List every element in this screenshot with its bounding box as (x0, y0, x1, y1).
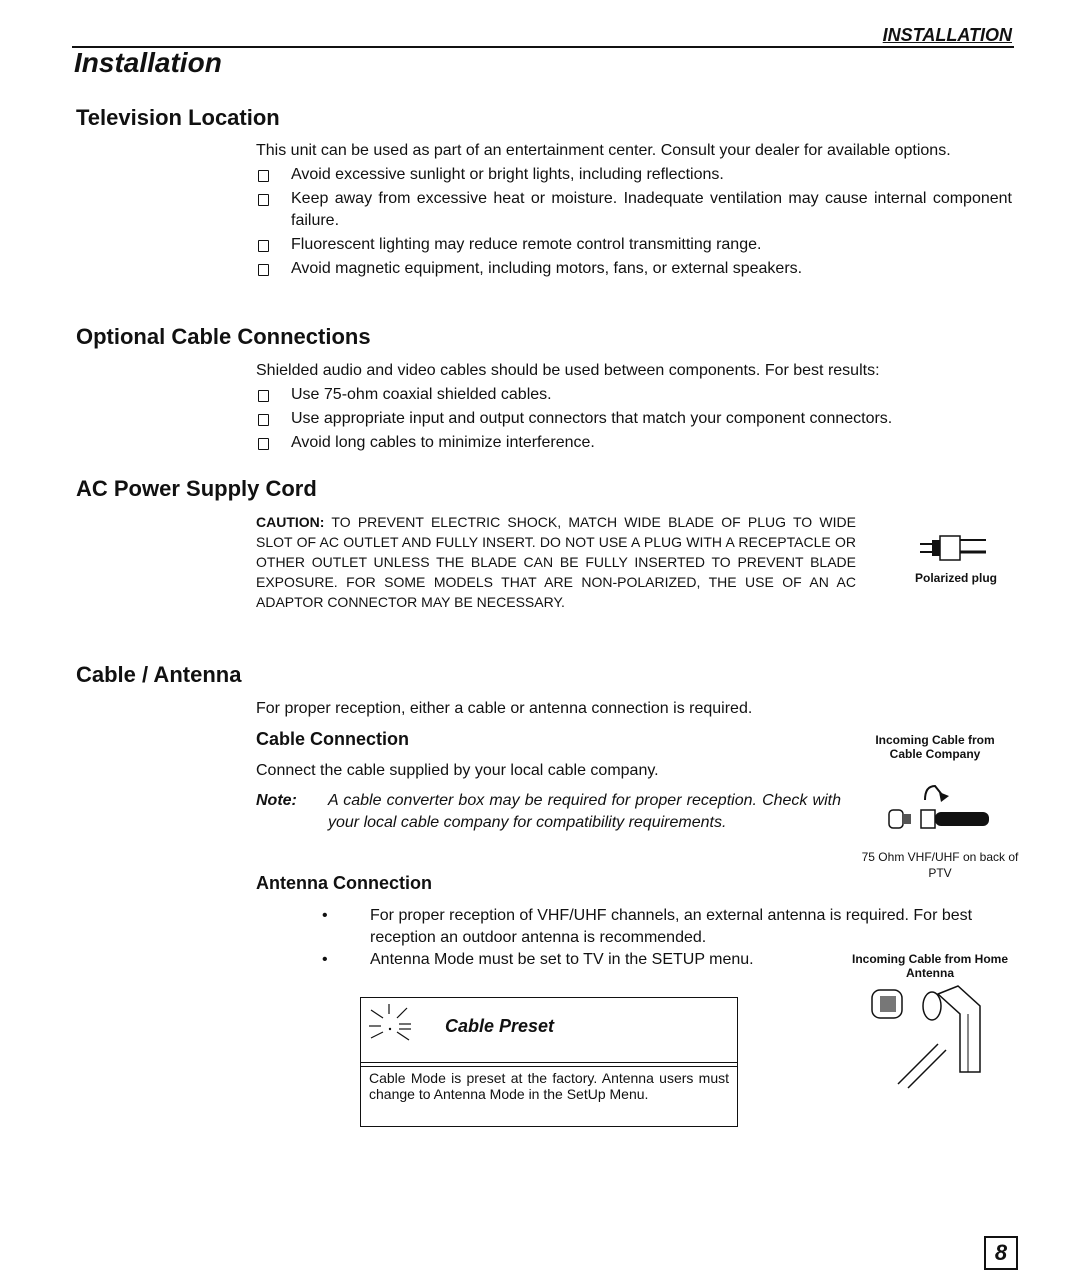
antenna-connection-heading: Antenna Connection (256, 873, 432, 893)
cable-connection-text: Connect the cable supplied by your local cable company. (256, 762, 659, 779)
cable-antenna-intro: For proper reception, either a cable or antenna connection is required. (256, 700, 753, 717)
fig1-caption-bottom: 75 Ohm VHF/UHF on back of PTV (861, 850, 1019, 880)
page-number: 8 (984, 1236, 1018, 1270)
fig2-caption: Incoming Cable from Home Antenna (851, 952, 1009, 980)
cable-connections-body (256, 360, 1012, 456)
checkbox-bullet-icon (258, 170, 269, 182)
checkbox-bullet-icon (258, 414, 269, 426)
heading-cable-connections: Optional Cable Connections (76, 324, 371, 349)
list-item: Avoid magnetic equipment, including motors, fans, or external speakers. (256, 258, 1012, 280)
running-header: INSTALLATION (882, 25, 1012, 45)
checkbox-bullet-icon (258, 438, 269, 450)
list-item: • For proper reception of VHF/UHF channels, an external antenna is required. For best reception an outdoor antenna is recommended. (322, 907, 973, 946)
note: Note: A cable converter box may be required for proper reception. Check with your local cable company for compatibility requirements. (256, 792, 841, 831)
list-item: • Antenna Mode must be set to TV in the SETUP menu. (322, 951, 754, 968)
list-item: Avoid excessive sunlight or bright lights, including reflections. (256, 164, 1012, 186)
cable-preset-box (360, 997, 738, 1127)
list-item: Use appropriate input and output connectors that match your component connectors. (256, 408, 1012, 430)
heading-ac-power: AC Power Supply Cord (76, 476, 317, 501)
antenna-connector-icon (868, 984, 988, 1094)
fig1-caption-top: Incoming Cable from Cable Company (875, 733, 995, 761)
preset-text: Cable Mode is preset at the factory. Antenna users must change to Antenna Mode in the SetUp Menu. (369, 1070, 729, 1102)
checkbox-bullet-icon (258, 194, 269, 206)
checkbox-bullet-icon (258, 264, 269, 276)
polarized-plug-caption: Polarized plug (914, 571, 997, 585)
list-item: Avoid long cables to minimize interference. (256, 432, 1012, 454)
sparkle-icon (367, 1002, 413, 1042)
heading-tv-location: Television Location (76, 105, 280, 130)
coax-connector-icon (885, 782, 995, 832)
list-item: Fluorescent lighting may reduce remote control transmitting range. (256, 234, 1012, 256)
preset-title: Cable Preset (445, 1016, 555, 1036)
preset-divider (361, 1062, 737, 1067)
caution-text: CAUTION: TO PREVENT ELECTRIC SHOCK, MATCH WIDE BLADE OF PLUG TO WIDE SLOT OF AC OUTLET AND FULLY INSERT. DO NOT USE A PLUG WITH A RECEPTACLE OR OTHER OUTLET UNLESS THE BLADE CAN BE FULLY INSERTED TO PREVENT BLADE EXPOSURE. FOR SOME MODELS THAT ARE NON-POLARIZED, THE USE OF AN AC ADAPTOR CONNECTOR MAY BE NECESSARY. (256, 514, 856, 610)
list-item: Keep away from excessive heat or moisture. Inadequate ventilation may cause internal component failure. (256, 188, 1012, 232)
cable-connection-heading: Cable Connection (256, 729, 410, 749)
heading-cable-antenna: Cable / Antenna (76, 662, 242, 687)
checkbox-bullet-icon (258, 390, 269, 402)
cable-connections-intro: Shielded audio and video cables should be used between components. For best results: (256, 362, 880, 379)
tv-location-intro: This unit can be used as part of an entertainment center. Consult your dealer for available options. (256, 142, 951, 159)
checkbox-bullet-icon (258, 240, 269, 252)
polarized-plug-icon (918, 528, 998, 568)
page-title: Installation (74, 47, 222, 78)
tv-location-body (256, 140, 1012, 282)
list-item: Use 75-ohm coaxial shielded cables. (256, 384, 1012, 406)
